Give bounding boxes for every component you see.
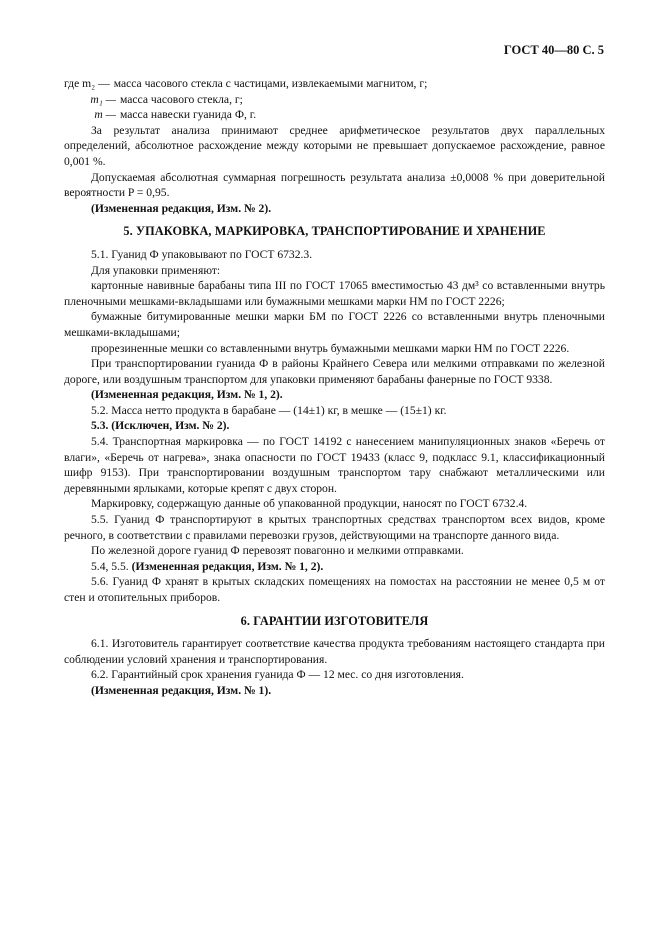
packaging-item: прорезиненные мешки со вставленными внутрь бумажными мешками марки НМ по ГОСТ 2226. (91, 341, 570, 355)
section-5-title: 5. УПАКОВКА, МАРКИРОВКА, ТРАНСПОРТИРОВАНИЕ И ХРАНЕНИЕ (123, 224, 546, 239)
variable-description: масса навески гуанида Ф, г. (120, 108, 257, 122)
packaging-item: бумажные битумированные мешки марки БМ по ГОСТ 2226 со вставленными внутрь пленочными мешками-вкладышами; (64, 310, 605, 339)
clause-6-1: 6.1. Изготовитель гарантирует соответствие качества продукта требованиям настоящего стандарта при соблюдении условий хранения и транспортирования. (64, 637, 605, 666)
paragraph-result: За результат анализа принимают среднее арифметическое результатов двух параллельных определений, абсолютное расхождение между которыми не превышает допускаемое расхождение, равное 0,001 %. (64, 123, 605, 168)
packaging-item: картонные навивные барабаны типа III по ГОСТ 17065 вместимостью 43 дм³ со вставленными внутрь пленочными мешками-вкладышами или бумажными мешками марки НМ по ГОСТ 2226; (64, 279, 605, 308)
revision-note-5-4-5-5 (64, 559, 605, 575)
clause-5-3: 5.3. (Исключен, Изм. № 2). (91, 419, 230, 433)
clause-5-5-rail: По железной дороге гуанид Ф перевозят повагонно и мелкими отправками. (91, 544, 464, 558)
clause-numbers: 5.4, 5.5. (91, 559, 129, 573)
revision-text: (Измененная редакция, Изм. № 1, 2). (131, 559, 324, 573)
variable-description: масса часового стекла, г; (120, 92, 243, 106)
variable-description: масса часового стекла с частицами, извлекаемыми магнитом, г; (113, 77, 428, 90)
section-6-title: 6. ГАРАНТИИ ИЗГОТОВИТЕЛЯ (240, 613, 429, 628)
page-header: ГОСТ 40—80 С. 5 (503, 43, 604, 57)
clause-5-4-marking: Маркировку, содержащую данные об упакованной продукции, наносят по ГОСТ 6732.4. (91, 497, 528, 511)
paragraph-error: Допускаемая абсолютная суммарная погрешность результата анализа ±0,0008 % при доверительной вероятности P = 0,95. (64, 170, 605, 200)
variable-definition (64, 107, 605, 123)
variable-symbol: m — (94, 108, 116, 122)
revision-note: (Измененная редакция, Изм. № 2). (91, 201, 272, 215)
clause-5-1-north: При транспортировании гуанида Ф в районы Крайнего Севера или мелкими отправками по железной дороге, или воздушным транспортом для упаковки применяют барабаны фанерные по ГОСТ 9338. (64, 357, 605, 386)
clause-5-6: 5.6. Гуанид Ф хранят в крытых складских помещениях на помостах на расстоянии не менее 0,5 м от стен и отопительных приборов. (64, 575, 605, 604)
variable-symbol: где m₂ — (64, 77, 110, 90)
clause-5-1: 5.1. Гуанид Ф упаковывают по ГОСТ 6732.3. (91, 247, 313, 261)
variable-definition (64, 76, 605, 92)
page-content (64, 76, 605, 699)
variable-symbol: m₁ — (90, 92, 116, 106)
clause-5-1-intro: Для упаковки применяют: (91, 263, 221, 277)
revision-note: (Измененная редакция, Изм. № 1). (91, 683, 272, 697)
clause-5-5: 5.5. Гуанид Ф транспортируют в крытых транспортных средствах транспортом всех видов, кроме речного, в соответствии с правилами перевозки грузов, действующими на транспорте данного вида. (64, 513, 605, 542)
clause-5-4: 5.4. Транспортная маркировка — по ГОСТ 14192 с нанесением манипуляционных знаков «Беречь от влаги», «Беречь от нагрева», знака опасности по ГОСТ 19433 (класс 9, подкласс 9.1, классификационный шифр 9153). При транспортировании воздушным транспортом тару снабжают металлическими или деревянными ярлыками, которые крепят с двух сторон. (64, 435, 605, 495)
clause-6-2: 6.2. Гарантийный срок хранения гуанида Ф — 12 мес. со дня изготовления. (91, 668, 464, 682)
clause-5-2: 5.2. Масса нетто продукта в барабане — (14±1) кг, в мешке — (15±1) кг. (91, 403, 447, 417)
revision-note: (Измененная редакция, Изм. № 1, 2). (91, 388, 283, 402)
variable-definition (64, 92, 605, 108)
